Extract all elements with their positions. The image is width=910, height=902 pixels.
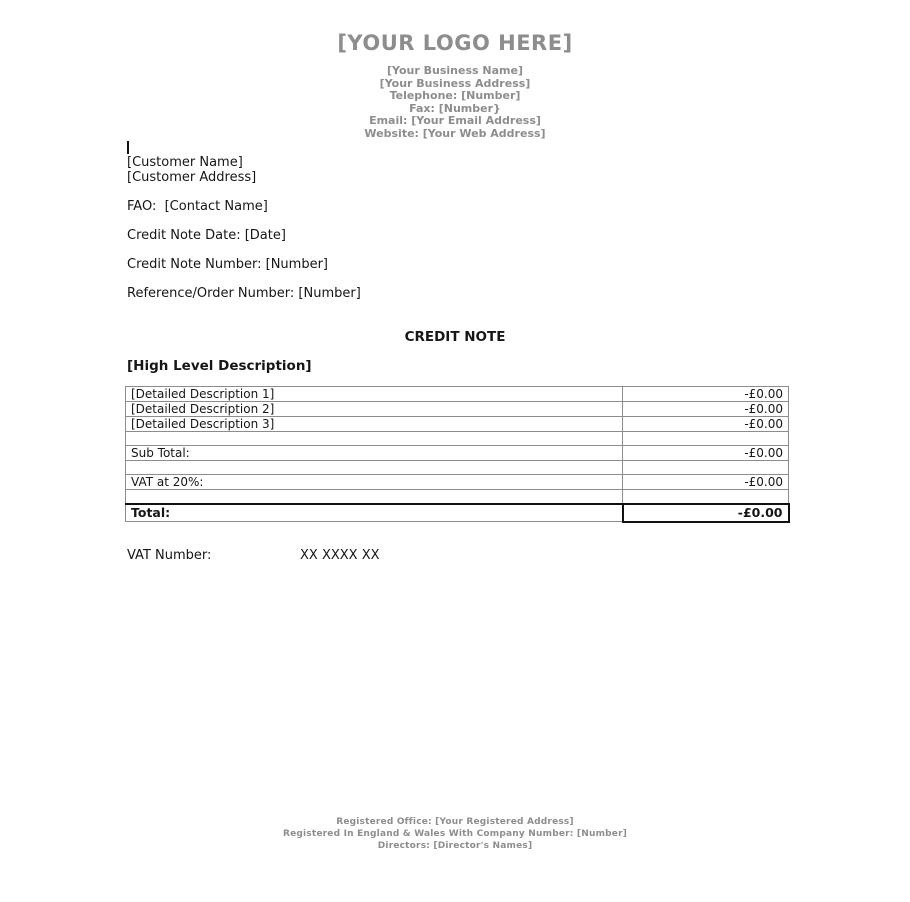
subtotal-amount-cell: -£0.00 xyxy=(623,446,789,461)
credit-note-number-line: Credit Note Number: [Number] xyxy=(127,257,329,272)
vat-number-label: VAT Number: xyxy=(127,548,212,563)
item-amount-cell: -£0.00 xyxy=(623,387,789,402)
vat-label-cell: VAT at 20%: xyxy=(126,475,623,490)
empty-cell xyxy=(623,461,789,475)
fax-line: Fax: [Number} xyxy=(409,101,501,115)
subtotal-label-cell: Sub Total: xyxy=(126,446,623,461)
item-description-cell: [Detailed Description 1] xyxy=(126,387,623,402)
registered-office-footer xyxy=(0,816,910,852)
item-amount-cell: -£0.00 xyxy=(623,417,789,432)
item-description-cell: [Detailed Description 2] xyxy=(126,402,623,417)
business-name-line: [Your Business Name] xyxy=(387,64,523,77)
registered-office-line: Registered Office: [Your Registered Address] xyxy=(336,817,574,827)
document-title: CREDIT NOTE xyxy=(404,329,506,345)
item-description-cell: [Detailed Description 3] xyxy=(126,417,623,432)
directors-line: Directors: [Director's Names] xyxy=(377,841,533,851)
vat-number-row xyxy=(127,548,380,563)
table-row-spacer xyxy=(126,432,789,446)
vat-amount-cell: -£0.00 xyxy=(623,475,789,490)
customer-address-line: [Customer Address] xyxy=(127,169,257,185)
company-registration-line: Registered In England & Wales With Company Number: [Number] xyxy=(282,829,628,839)
fao-line: FAO: [Contact Name] xyxy=(127,199,268,214)
item-amount-cell: -£0.00 xyxy=(623,402,789,417)
website-line: Website: [Your Web Address] xyxy=(364,126,546,140)
empty-cell xyxy=(126,432,623,446)
table-row-item-1 xyxy=(126,387,789,402)
text-cursor-caret xyxy=(127,141,129,154)
customer-name-line: [Customer Name] xyxy=(127,155,243,170)
table-row-item-2 xyxy=(126,402,789,417)
table-row-total xyxy=(126,504,789,522)
total-label-cell: Total: xyxy=(126,504,623,522)
table-row-spacer xyxy=(126,490,789,504)
empty-cell xyxy=(126,461,623,475)
table-row-spacer xyxy=(126,461,789,475)
table-row-vat xyxy=(126,475,789,490)
credit-note-date-line: Credit Note Date: [Date] xyxy=(127,228,286,243)
empty-cell xyxy=(623,490,789,504)
empty-cell xyxy=(126,490,623,504)
email-line: Email: [Your Email Address] xyxy=(369,114,541,128)
total-amount-cell: -£0.00 xyxy=(623,504,789,522)
table-row-item-3 xyxy=(126,417,789,432)
business-address-line: [Your Business Address] xyxy=(379,76,531,90)
table-row-subtotal xyxy=(126,446,789,461)
high-level-description: [High Level Description] xyxy=(127,358,312,374)
empty-cell xyxy=(623,432,789,446)
logo-placeholder: [YOUR LOGO HERE] xyxy=(337,31,573,55)
telephone-line: Telephone: [Number] xyxy=(389,89,521,103)
reference-order-number-line: Reference/Order Number: [Number] xyxy=(127,286,361,301)
business-info-block xyxy=(0,65,910,141)
credit-note-items-table xyxy=(125,386,790,523)
vat-number-value: XX XXXX XX xyxy=(300,548,380,563)
